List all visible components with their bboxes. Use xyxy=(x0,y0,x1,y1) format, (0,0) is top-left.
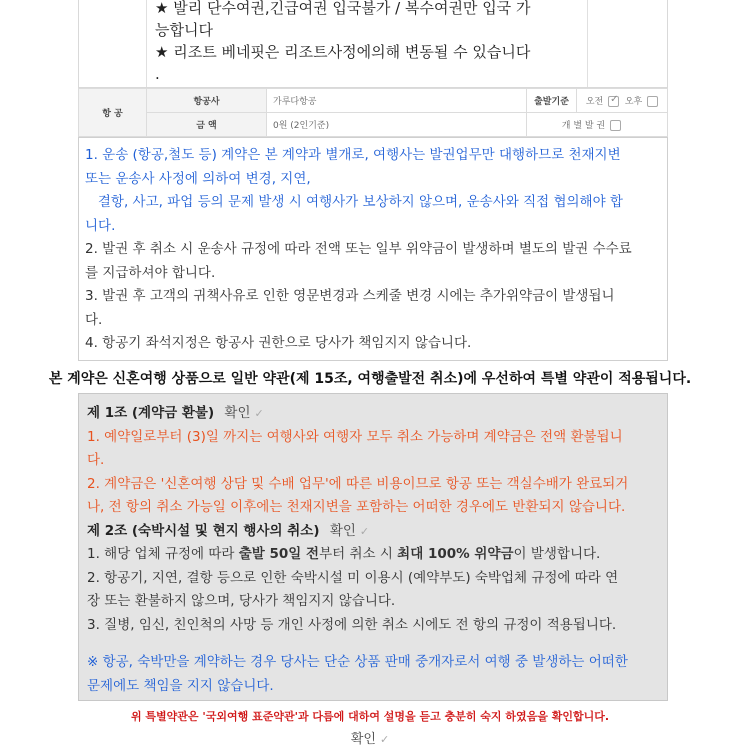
notice-line: ★ 리조트 베네핏은 리조트사정에의해 변동될 수 있습니다 xyxy=(155,43,531,61)
check-icon: ✓ xyxy=(359,524,370,538)
article-1-line: 다. xyxy=(87,452,105,468)
text-segment: 이 발생합니다. xyxy=(513,546,601,562)
article-2-line xyxy=(87,543,659,567)
am-label: 오전 xyxy=(585,97,604,107)
confirm-label: 확인 xyxy=(350,732,376,747)
article-1-line: 1. 예약일로부터 (3)일 까지는 여행사와 여행자 모두 취소 가능하며 계약금은 전액 환불됩니 xyxy=(87,428,623,445)
terms-line: 다. xyxy=(85,311,103,328)
article-1-title: 제 1조 (계약금 환불) xyxy=(87,405,215,421)
terms-line: 4. 항공기 좌석지정은 항공사 권한으로 당사가 책임지지 않습니다. xyxy=(85,335,472,351)
article-1-line: 나, 전 항의 취소 가능일 이후에는 천재지변을 포함하는 어떠한 경우에도 반환되지 않습니다. xyxy=(87,499,626,515)
text-segment: 1. 해당 업체 규정에 따라 xyxy=(87,546,239,562)
notice-line: ★ 발리 단수여권,긴급여권 입국불가 / 복수여권만 입국 가 xyxy=(155,0,531,17)
notice-box xyxy=(78,0,668,88)
disclaimer-line: ※ 항공, 숙박만을 계약하는 경우 당사는 단순 상품 판매 중개자로서 여행 중 발생하는 어떠한 xyxy=(87,654,628,670)
airline-name-label: 항공사 xyxy=(147,89,267,113)
separate-ticket-checkbox[interactable] xyxy=(610,120,621,131)
am-checkbox[interactable] xyxy=(608,96,619,107)
pm-label: 오후 xyxy=(624,97,643,107)
article-1-header xyxy=(87,402,659,426)
acknowledgement-note: 위 특별약관은 '국외여행 표준약관'과 다름에 대하여 설명을 듣고 충분히 숙지 하였음을 확인합니다. xyxy=(130,710,610,723)
separate-ticket-label: 개 별 발 권 xyxy=(561,121,606,131)
notice-line: 능합니다 xyxy=(155,21,213,39)
amount-label: 금 액 xyxy=(147,113,267,137)
text-bold: 출발 50일 전 xyxy=(238,546,320,562)
check-icon: ✓ xyxy=(254,407,264,420)
notice-line: . xyxy=(155,65,160,83)
special-terms-heading: 본 계약은 신혼여행 상품으로 일반 약관(제 15조, 여행출발전 취소)에 우선하여 특별 약관이 적용됩니다. xyxy=(48,371,692,387)
terms-line: 를 지급하셔야 합니다. xyxy=(85,264,216,281)
terms-line: 또는 운송사 사정에 의하여 변경, 지연, xyxy=(85,170,311,187)
notice-text xyxy=(147,0,587,87)
disclaimer-line: 문제에도 책임을 지지 않습니다. xyxy=(87,677,274,694)
article-2-line: 2. 항공기, 지연, 결항 등으로 인한 숙박시설 미 이용시 (예약부도) 숙박업체 규정에 따라 연 xyxy=(87,569,619,586)
article-1-line: 2. 계약금은 '신혼여행 상담 및 수배 업무'에 따른 비용이므로 항공 또는 객실수배가 완료되거 xyxy=(87,475,629,492)
terms-line: 결항, 사고, 파업 등의 문제 발생 시 여행사가 보상하지 않으며, 운송사와 직접 협의해야 합 xyxy=(85,194,623,210)
article-2-header xyxy=(87,520,659,544)
text-bold: 최대 100% 위약금 xyxy=(397,546,514,562)
terms-line: 니다. xyxy=(85,217,116,234)
separate-ticket-cell xyxy=(527,113,668,137)
transport-terms xyxy=(78,137,668,361)
terms-line: 2. 발권 후 취소 시 운송사 규정에 따라 전액 또는 일부 위약금이 발생하며 별도의 발권 수수료 xyxy=(85,241,632,257)
terms-line: 1. 운송 (항공,철도 등) 계약은 본 계약과 별개로, 여행사는 발권업무만 대행하므로 천재지변 xyxy=(85,147,621,163)
amount-value: 0원 (2인기준) xyxy=(267,113,527,137)
article-2-confirm[interactable] xyxy=(330,523,369,539)
terms-line: 3. 발권 후 고객의 귀책사유로 인한 영문변경과 스케줄 변경 시에는 추가위약금이 발생됩니 xyxy=(85,288,615,304)
article-2-title: 제 2조 (숙박시설 및 현지 행사의 취소) xyxy=(87,522,320,539)
airline-name-value: 가루다항공 xyxy=(267,89,527,113)
final-confirm[interactable] xyxy=(0,728,740,747)
article-2-line: 3. 질병, 임신, 친인척의 사망 등 개인 사정에 의한 취소 시에도 전 항의 규정이 적용됩니다. xyxy=(87,616,617,633)
pm-checkbox[interactable] xyxy=(647,96,658,107)
spacer xyxy=(87,637,659,651)
airline-table xyxy=(78,88,668,137)
notice-left-cell xyxy=(79,0,147,87)
text-segment: 부터 취소 시 xyxy=(319,546,398,562)
special-terms-box xyxy=(78,393,668,701)
airline-section-label: 항 공 xyxy=(79,89,147,137)
departure-options xyxy=(577,89,668,113)
notice-right-cell xyxy=(587,0,667,87)
departure-basis-label: 출발기준 xyxy=(527,89,577,113)
confirm-label: 확인 xyxy=(329,522,356,539)
check-icon: ✓ xyxy=(379,733,390,746)
article-1-confirm[interactable] xyxy=(224,405,263,421)
article-2-line: 장 또는 환불하지 않으며, 당사가 책임지지 않습니다. xyxy=(87,593,396,609)
confirm-label: 확인 xyxy=(224,405,251,421)
